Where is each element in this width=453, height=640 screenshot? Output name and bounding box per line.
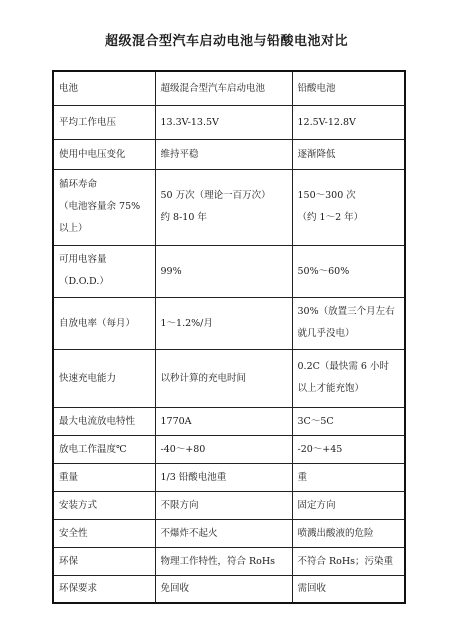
row-lead-value: 不符合 RoHs；污染重 (292, 547, 405, 575)
row-attribute: 安装方式 (53, 491, 155, 519)
row-attribute: 自放电率（每月） (53, 297, 155, 349)
row-super-value: 物理工作特性，符合 RoHs (155, 547, 292, 575)
header-cell-super-battery: 超级混合型汽车启动电池 (155, 71, 292, 105)
comparison-table (52, 70, 406, 604)
row-super-value: 1770A (155, 407, 292, 435)
row-lead-value: 喷溅出酸液的危险 (292, 519, 405, 547)
row-attribute: 放电工作温度℃ (53, 435, 155, 463)
row-lead-value: 0.2C（最快需 6 小时 以上才能充饱） (292, 349, 405, 407)
row-lead-value: 150～300 次 （约 1～2 年） (292, 169, 405, 245)
table-row (53, 491, 405, 519)
row-attribute: 重量 (53, 463, 155, 491)
table-row (53, 407, 405, 435)
page-title: 超级混合型汽车启动电池与铅酸电池对比 (104, 34, 348, 49)
row-lead-value: 逐渐降低 (292, 139, 405, 169)
table-row (53, 245, 405, 297)
row-super-value: 1/3 铅酸电池重 (155, 463, 292, 491)
row-attribute: 最大电流放电特性 (53, 407, 155, 435)
row-attribute: 使用中电压变化 (53, 139, 155, 169)
table-row (53, 105, 405, 139)
table-row (53, 547, 405, 575)
table-row (53, 297, 405, 349)
row-attribute: 平均工作电压 (53, 105, 155, 139)
row-lead-value: 30%（放置三个月左右 就几乎没电） (292, 297, 405, 349)
header-cell-lead-acid: 铅酸电池 (292, 71, 405, 105)
row-super-value: -40～+80 (155, 435, 292, 463)
table-row (53, 435, 405, 463)
row-lead-value: 3C～5C (292, 407, 405, 435)
row-attribute: 环保要求 (53, 575, 155, 603)
row-attribute: 快速充电能力 (53, 349, 155, 407)
row-super-value: 免回收 (155, 575, 292, 603)
row-super-value: 以秒计算的充电时间 (155, 349, 292, 407)
table-row (53, 139, 405, 169)
row-lead-value: 固定方向 (292, 491, 405, 519)
table-row (53, 575, 405, 603)
row-super-value: 1～1.2%/月 (155, 297, 292, 349)
row-super-value: 99% (155, 245, 292, 297)
row-attribute: 安全性 (53, 519, 155, 547)
table-header-row (53, 71, 405, 105)
row-super-value: 不限方向 (155, 491, 292, 519)
table-row (53, 169, 405, 245)
row-lead-value: 12.5V-12.8V (292, 105, 405, 139)
row-super-value: 不爆炸不起火 (155, 519, 292, 547)
row-lead-value: 重 (292, 463, 405, 491)
header-cell-battery: 电池 (53, 71, 155, 105)
table-row (53, 349, 405, 407)
row-super-value: 维持平稳 (155, 139, 292, 169)
row-attribute: 环保 (53, 547, 155, 575)
row-attribute: 可用电容量 （D.O.D.） (53, 245, 155, 297)
row-lead-value: -20～+45 (292, 435, 405, 463)
row-super-value: 50 万次（理论一百万次） 约 8-10 年 (155, 169, 292, 245)
table-row (53, 519, 405, 547)
table-row (53, 463, 405, 491)
row-super-value: 13.3V-13.5V (155, 105, 292, 139)
row-lead-value: 需回收 (292, 575, 405, 603)
row-attribute: 循环寿命 （电池容量余 75% 以上） (53, 169, 155, 245)
row-lead-value: 50%～60% (292, 245, 405, 297)
